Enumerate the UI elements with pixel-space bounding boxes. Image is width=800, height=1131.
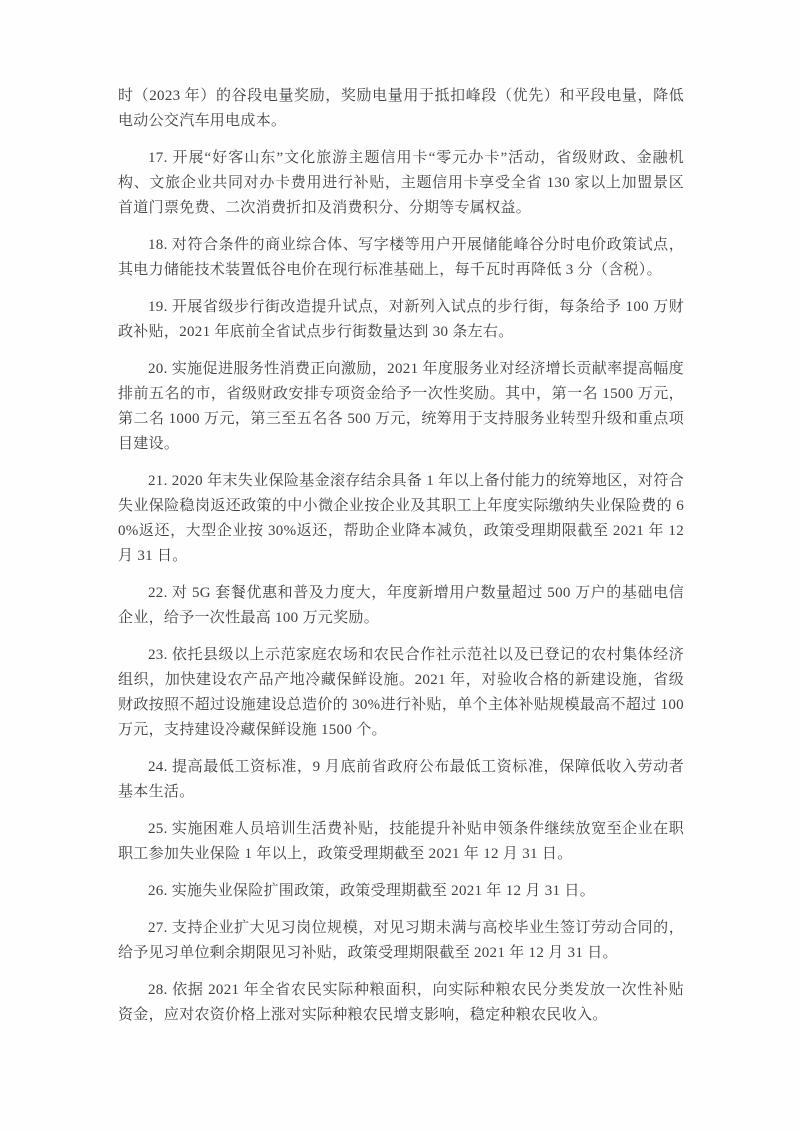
paragraph-continuation: 时（2023 年）的谷段电量奖励，奖励电量用于抵扣峰段（优先）和平段电量，降低电动公交汽车用电成本。 [118, 88, 684, 129]
paragraph-item-18: 18. 对符合条件的商业综合体、写字楼等用户开展储能峰谷分时电价政策试点，其电力储能技术装置低谷电价在现行标准基础上，每千瓦时再降低 3 分（含税）。 [118, 237, 684, 278]
paragraph-item-24: 24. 提高最低工资标准，9 月底前省政府公布最低工资标准，保障低收入劳动者基本生活。 [118, 759, 684, 800]
paragraph-item-19: 19. 开展省级步行街改造提升试点，对新列入试点的步行街，每条给予 100 万财政补贴，2021 年底前全省试点步行街数量达到 30 条左右。 [118, 299, 684, 340]
paragraph-item-20: 20. 实施促进服务性消费正向激励，2021 年度服务业对经济增长贡献率提高幅度排前五名的市，省级财政安排专项资金给予一次性奖励。其中，第一名 1500 万元，第二名 1000 万元，第三至五名各 500 万元，统筹用于支持服务业转型升级和重点项目建设。 [118, 361, 684, 452]
paragraph-item-23: 23. 依托县级以上示范家庭农场和农民合作社示范社以及已登记的农村集体经济组织，加快建设农产品产地冷藏保鲜设施。2021 年，对验收合格的新建设施，省级财政按照不超过设施建设总造价的 30%进行补贴，单个主体补贴规模最高不超过 100 万元，支持建设冷藏保鲜设施 1500 个。 [118, 647, 684, 738]
paragraph-item-27: 27. 支持企业扩大见习岗位规模，对见习期未满与高校毕业生签订劳动合同的，给予见习单位剩余期限见习补贴，政策受理期限截至 2021 年 12 月 31 日。 [118, 920, 684, 961]
paragraph-item-21: 21. 2020 年末失业保险基金滚存结余具备 1 年以上备付能力的统筹地区，对符合失业保险稳岗返还政策的中小微企业按企业及其职工上年度实际缴纳失业保险费的 60%返还，大型企业按 30%返还，帮助企业降本减负，政策受理期限截至 2021 年 12 月 31 日。 [118, 473, 684, 564]
paragraph-item-17: 17. 开展“好客山东”文化旅游主题信用卡“零元办卡”活动，省级财政、金融机构、文旅企业共同对办卡费用进行补贴，主题信用卡享受全省 130 家以上加盟景区首道门票免费、二次消费折扣及消费积分、分期等专属权益。 [118, 150, 685, 216]
document-body [118, 84, 684, 1040]
paragraph-item-26: 26. 实施失业保险扩围政策，政策受理期截至 2021 年 12 月 31 日。 [148, 883, 596, 899]
paragraph-item-28: 28. 依据 2021 年全省农民实际种粮面积，向实际种粮农民分类发放一次性补贴资金，应对农资价格上涨对实际种粮农民增支影响，稳定种粮农民收入。 [118, 982, 684, 1023]
paragraph-item-25: 25. 实施困难人员培训生活费补贴，技能提升补贴申领条件继续放宽至企业在职职工参加失业保险 1 年以上，政策受理期截至 2021 年 12 月 31 日。 [118, 821, 684, 862]
paragraph-item-22: 22. 对 5G 套餐优惠和普及力度大，年度新增用户数量超过 500 万户的基础电信企业，给予一次性最高 100 万元奖励。 [118, 585, 684, 626]
